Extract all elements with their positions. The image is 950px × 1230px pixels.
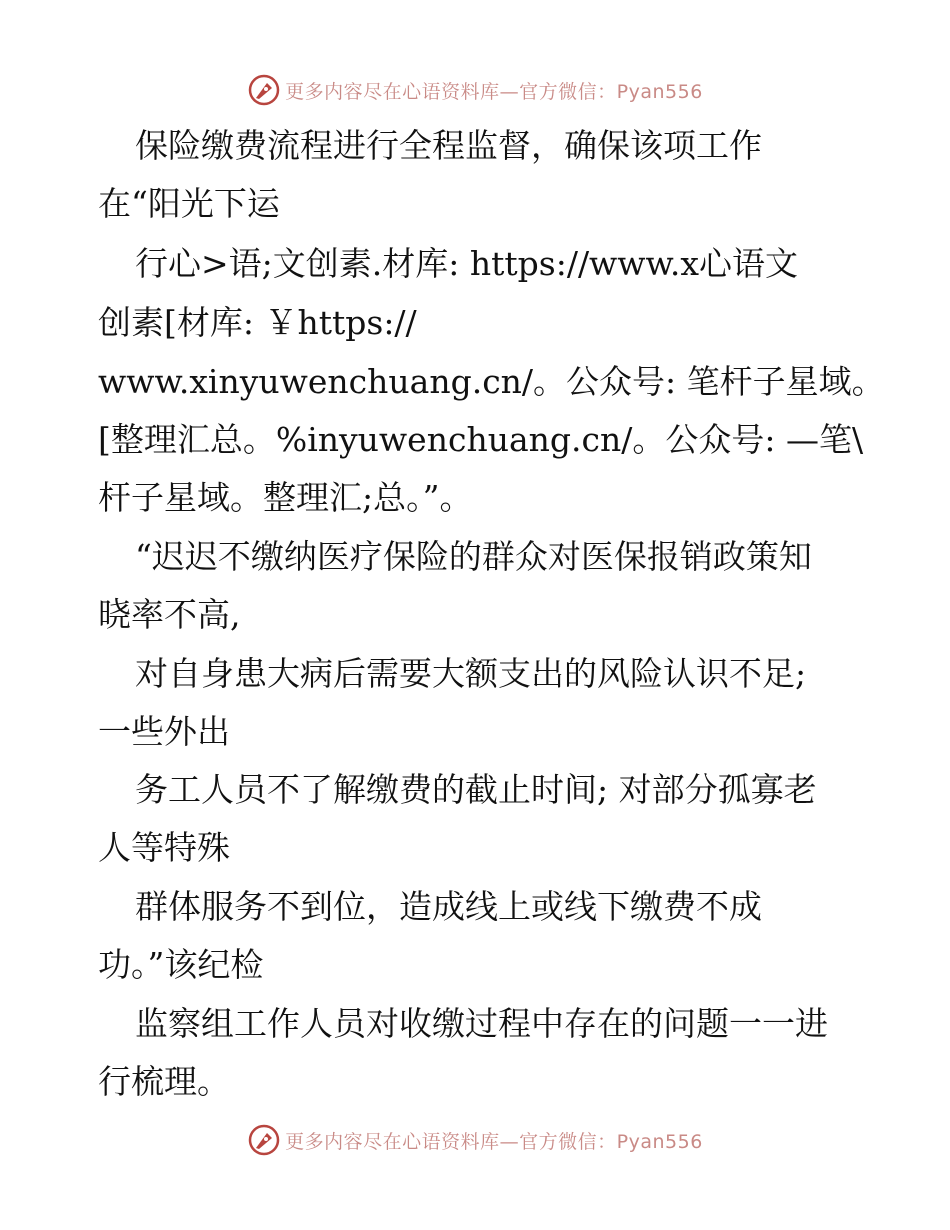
text-line: 务工人员不了解缴费的截止时间; 对部分孤寡老 <box>135 770 817 809</box>
text-line: 在“阳光下运 <box>98 184 280 223</box>
watermark-header <box>0 70 950 110</box>
text-line: 群体服务不到位，造成线上或线下缴费不成 <box>135 887 762 926</box>
text-line: 行梳理。 <box>98 1062 230 1101</box>
watermark-text: 更多内容尽在心语资料库—官方微信：Pyan556 <box>285 1130 703 1153</box>
text-line: 创素[材库: ￥https:// <box>98 303 417 342</box>
text-line: 人等特殊 <box>98 828 230 867</box>
pen-nib-circle-icon <box>247 1123 281 1157</box>
text-line: 一些外出 <box>98 712 230 751</box>
text-line: 保险缴费流程进行全程监督，确保该项工作 <box>135 126 762 165</box>
watermark-text: 更多内容尽在心语资料库—官方微信：Pyan556 <box>285 80 703 103</box>
text-line: 杆子星域。整理汇;总。”。 <box>98 478 473 517</box>
text-line: 行心>语;文创素.材库: https://www.x心语文 <box>135 244 798 283</box>
text-line: www.xinyuwenchuang.cn/。公众号: 笔杆子星域。 <box>98 362 885 401</box>
text-line: 晓率不高, <box>98 595 241 634</box>
watermark-footer <box>0 1120 950 1160</box>
text-line: [整理汇总。%inyuwenchuang.cn/。公众号: —笔\ <box>98 420 864 459</box>
text-line: “迟迟不缴纳医疗保险的群众对医保报销政策知 <box>135 537 812 576</box>
pen-nib-circle-icon <box>247 73 281 107</box>
text-line: 监察组工作人员对收缴过程中存在的问题一一进 <box>135 1004 828 1043</box>
text-line: 对自身患大病后需要大额支出的风险认识不足; <box>135 654 807 693</box>
text-line: 功。”该纪检 <box>98 945 264 984</box>
